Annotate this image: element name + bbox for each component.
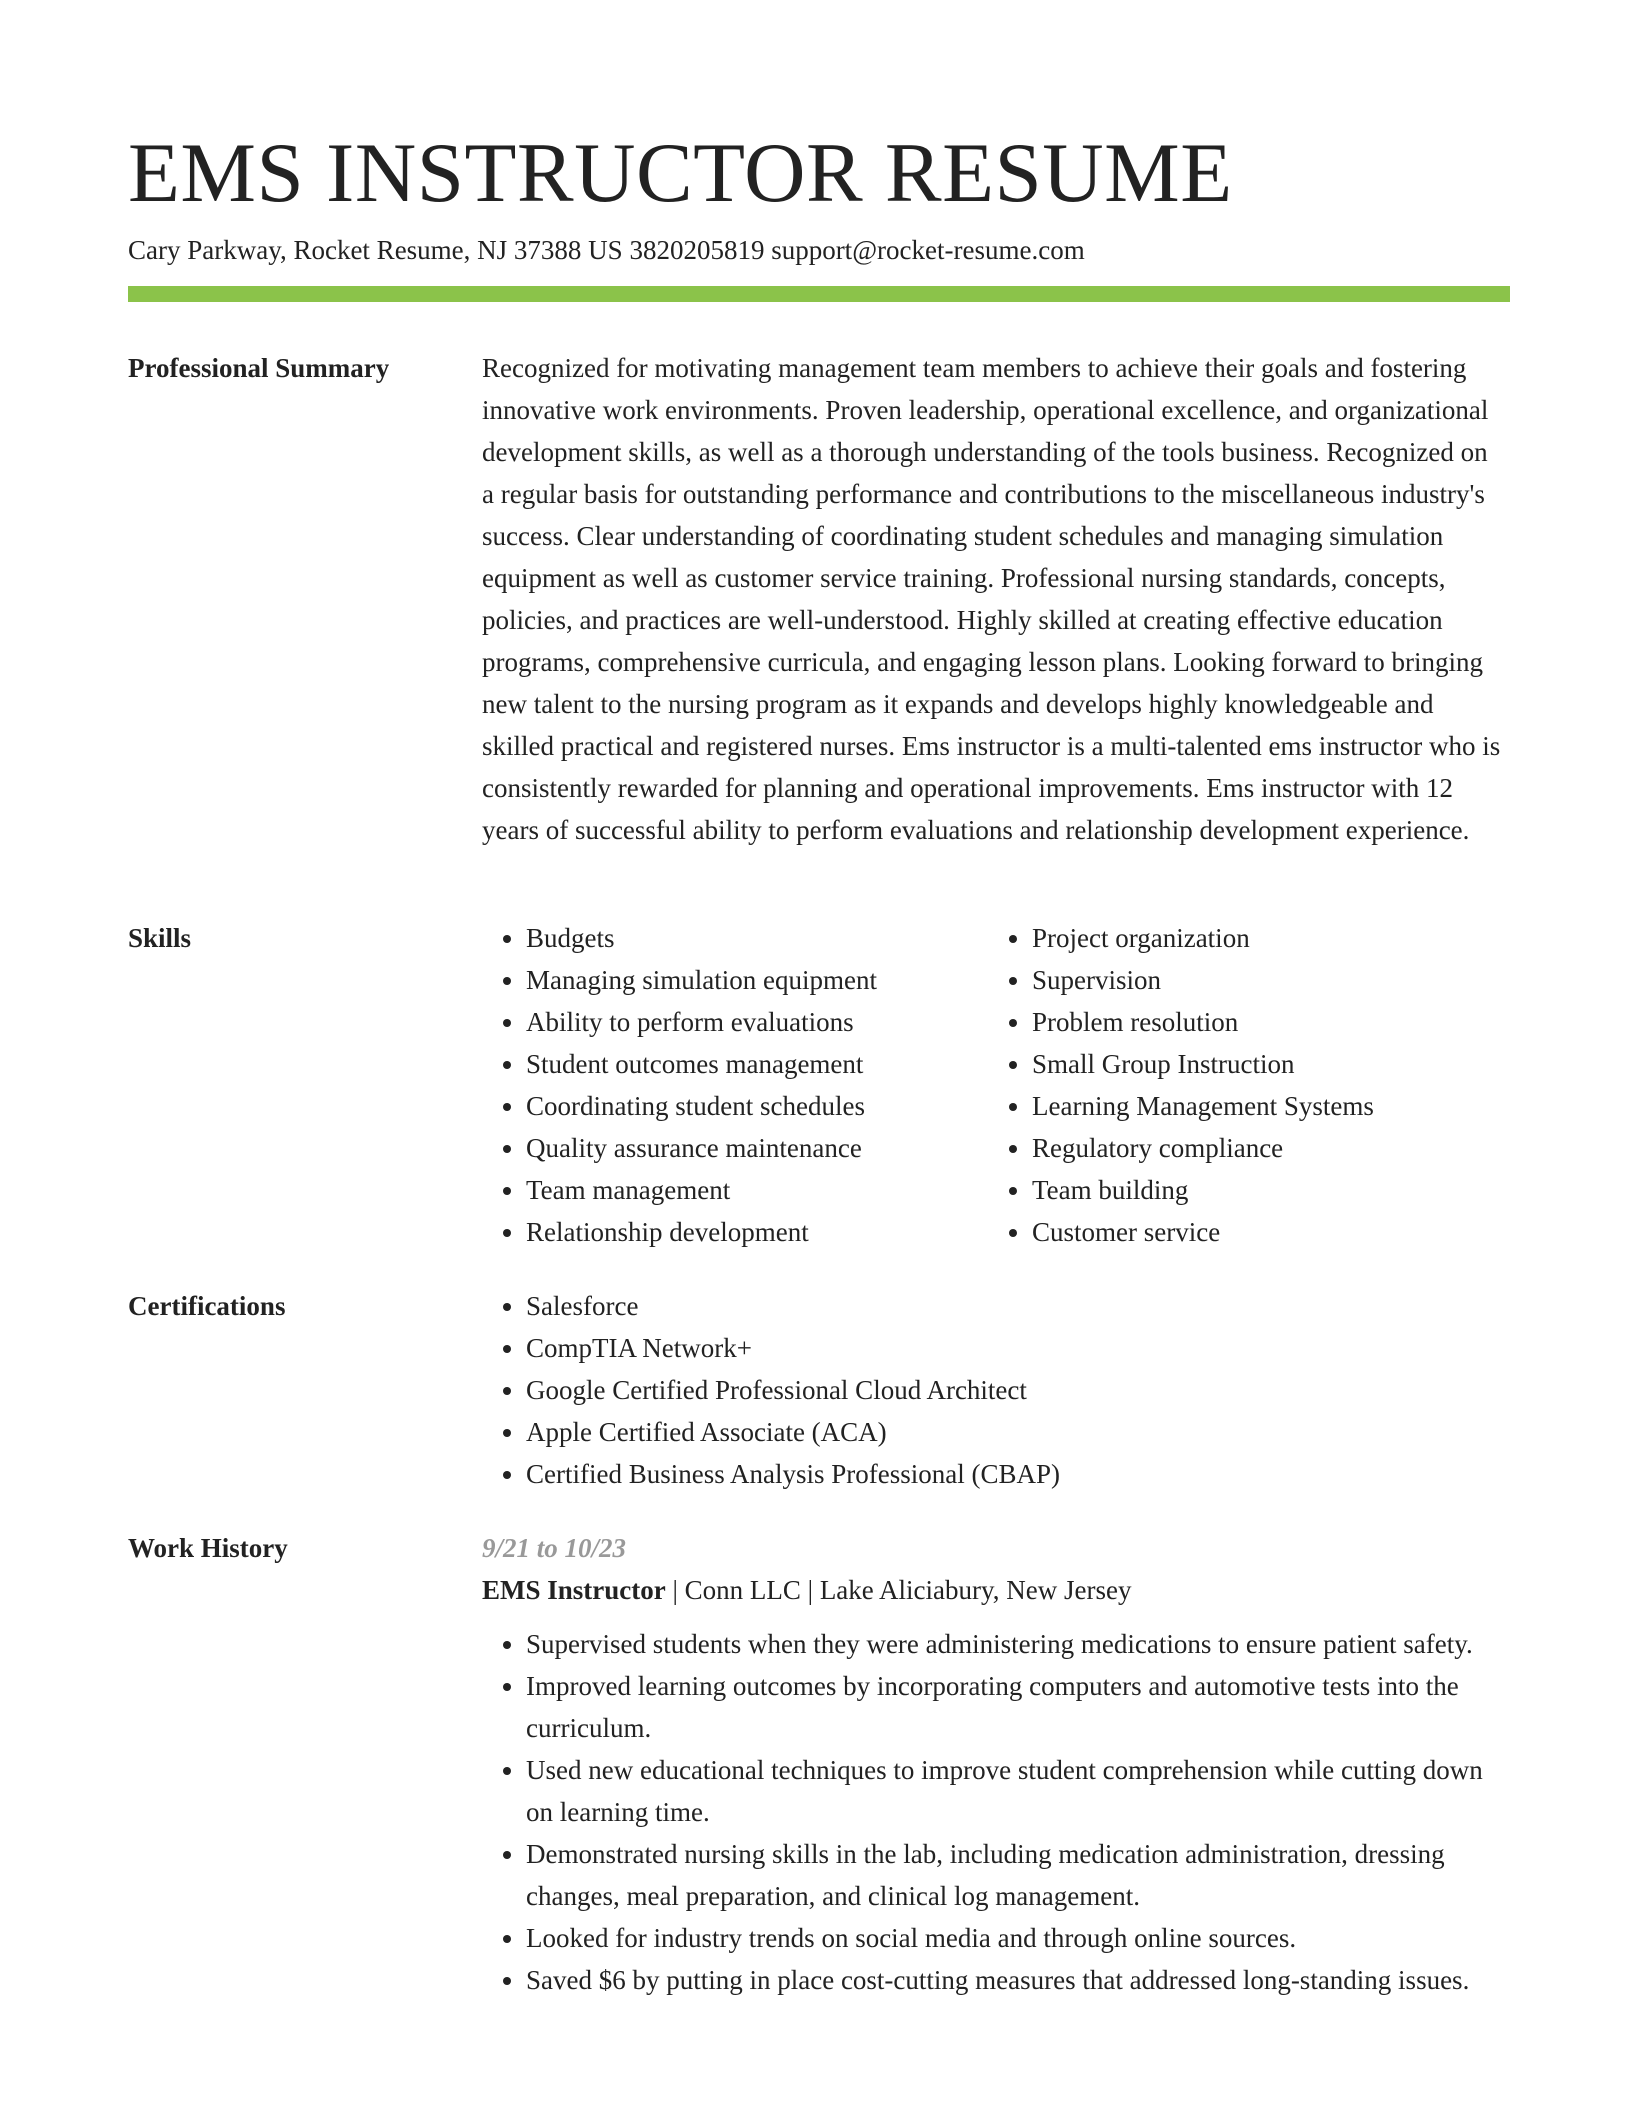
skills-column-right (988, 917, 1494, 1253)
skill-item: • Coordinating student schedules (526, 1085, 988, 1127)
job-bullet: • Demonstrated nursing skills in the lab, including medication administration, dressing changes, meal preparation, and clinical log management. (526, 1833, 1506, 1917)
skill-item: • Ability to perform evaluations (526, 1001, 988, 1043)
job-bullet: • Saved $6 by putting in place cost-cutting measures that addressed long-standing issues. (526, 1959, 1506, 2001)
job-bullet: • Improved learning outcomes by incorporating computers and automotive tests into the curriculum. (526, 1665, 1506, 1749)
job-bullet: • Looked for industry trends on social media and through online sources. (526, 1917, 1506, 1959)
job-heading (482, 1569, 1510, 1611)
resume-title: EMS INSTRUCTOR RESUME (128, 126, 1233, 220)
skill-item: • Budgets (526, 917, 988, 959)
certification-item: • Salesforce (526, 1285, 1510, 1327)
job-bullet: • Used new educational techniques to improve student comprehension while cutting down on learning time. (526, 1749, 1506, 1833)
skill-item: • Managing simulation equipment (526, 959, 988, 1001)
summary-label: Professional Summary (128, 353, 390, 383)
summary-text: Recognized for motivating management team members to achieve their goals and fostering innovative work environments. Proven leadership, operational excellence, and organizational development skills, as well as a thorough understanding of the tools business. Recognized on a regular basis for outstanding performance and contributions to the miscellaneous industry's success. Clear understanding of coordinating student schedules and managing simulation equipment as well as customer service training. Professional nursing standards, concepts, policies, and practices are well-understood. Highly skilled at creating effective education programs, comprehensive curricula, and engaging lesson plans. Looking forward to bringing new talent to the nursing program as it expands and develops highly knowledgeable and skilled practical and registered nurses. Ems instructor is a multi-talented ems instructor who is consistently rewarded for planning and operational improvements. Ems instructor with 12 years of successful ability to perform evaluations and relationship development experience. (482, 353, 1501, 845)
skill-item: • Customer service (1032, 1211, 1494, 1253)
certification-item: • Apple Certified Associate (ACA) (526, 1411, 1510, 1453)
header-divider (128, 286, 1510, 302)
job-details: | Conn LLC | Lake Aliciabury, New Jersey (665, 1575, 1132, 1605)
skills-column-left (482, 917, 988, 1253)
job-bullet: • Supervised students when they were administering medications to ensure patient safety. (526, 1623, 1506, 1665)
summary-body (482, 347, 1510, 851)
certification-item: • CompTIA Network+ (526, 1327, 1510, 1369)
certification-item: • Certified Business Analysis Professional (CBAP) (526, 1453, 1510, 1495)
skill-item: • Team management (526, 1169, 988, 1211)
certification-item: • Google Certified Professional Cloud Architect (526, 1369, 1510, 1411)
job-dates: 9/21 to 10/23 (482, 1533, 627, 1563)
skills-body (482, 917, 1510, 1253)
skill-item: • Small Group Instruction (1032, 1043, 1494, 1085)
work-history-body (482, 1527, 1510, 2001)
contact-info: Cary Parkway, Rocket Resume, NJ 37388 US 3820205819 support@rocket-resume.com (128, 235, 1085, 265)
skills-label: Skills (128, 923, 192, 953)
skill-item: • Team building (1032, 1169, 1494, 1211)
certifications-body (482, 1285, 1510, 1495)
skill-item: • Quality assurance maintenance (526, 1127, 988, 1169)
skill-item: • Student outcomes management (526, 1043, 988, 1085)
skill-item: • Supervision (1032, 959, 1494, 1001)
job-title: EMS Instructor (482, 1575, 666, 1605)
skill-item: • Problem resolution (1032, 1001, 1494, 1043)
skill-item: • Project organization (1032, 917, 1494, 959)
certifications-label: Certifications (128, 1291, 286, 1321)
skill-item: • Regulatory compliance (1032, 1127, 1494, 1169)
skill-item: • Learning Management Systems (1032, 1085, 1494, 1127)
work-history-label: Work History (128, 1533, 288, 1563)
skill-item: • Relationship development (526, 1211, 988, 1253)
